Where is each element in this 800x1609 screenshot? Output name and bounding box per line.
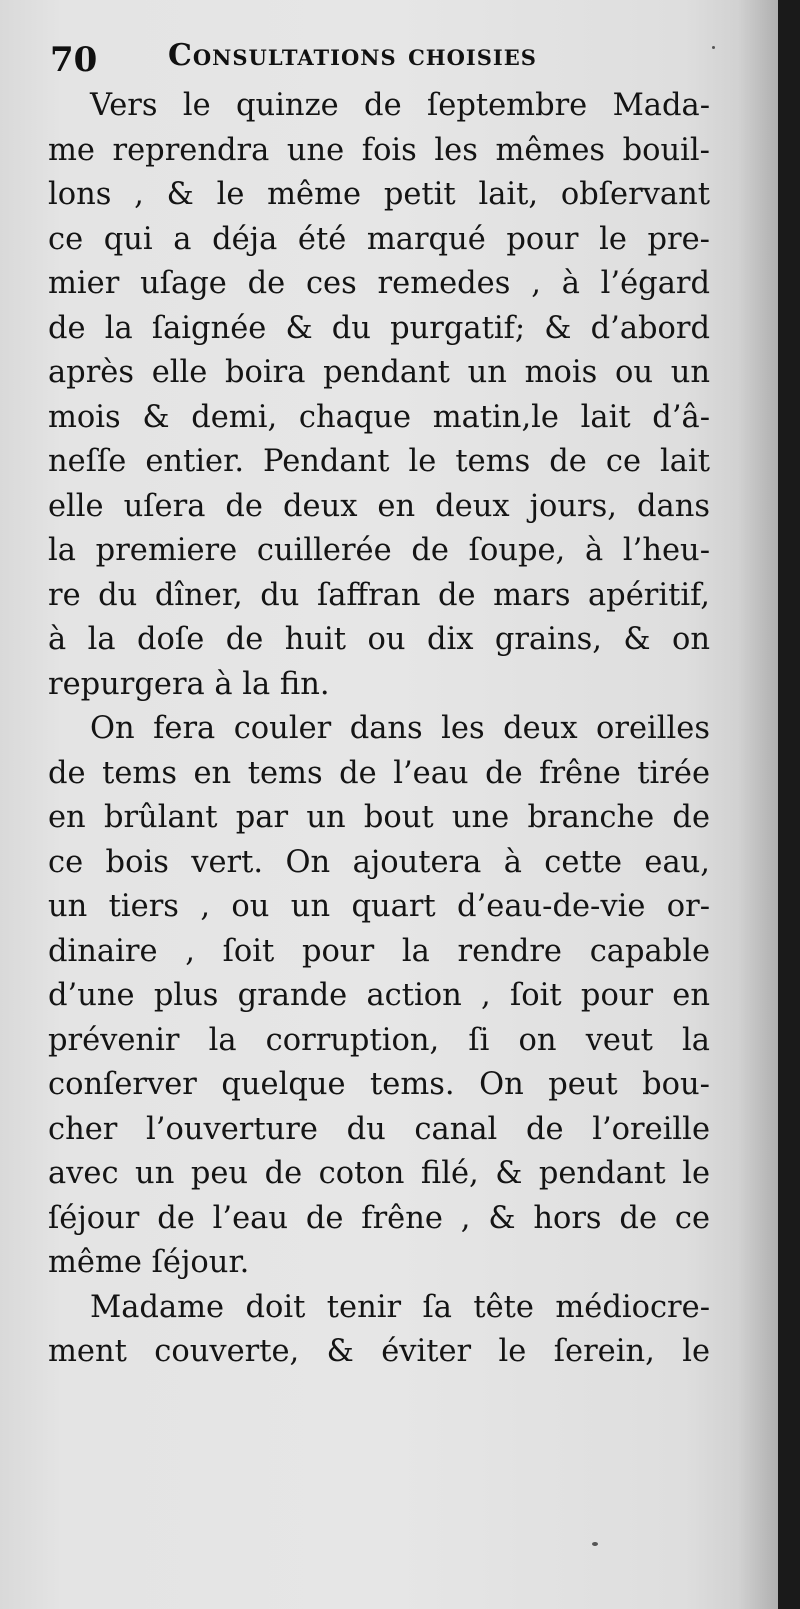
text-line: dinaire , ſoit pour la rendre capable	[48, 933, 710, 969]
text-line: mois & demi, chaque matin,le lait d’â-	[48, 399, 710, 435]
text-line: même ſéjour.	[48, 1245, 250, 1280]
text-line: la premiere cuillerée de ſoupe, à l’heu-	[48, 533, 710, 568]
text-line: lons , & le même petit lait, obſervant	[48, 177, 710, 212]
text-line: conſerver quelque tems. On peut bou-	[48, 1067, 710, 1102]
text-line: Vers le quinze de ſeptembre Mada-	[90, 88, 710, 123]
text-line: ſéjour de l’eau de frêne , & hors de ce	[48, 1200, 710, 1236]
text-line: re du dîner, du ſaffran de mars apéritif,	[48, 577, 710, 613]
text-line: ce qui a déja été marqué pour le pre-	[48, 221, 710, 257]
text-line: un tiers , ou un quart d’eau-de-vie or-	[48, 889, 710, 924]
text-line: avec un peu de coton filé, & pendant le	[48, 1156, 710, 1191]
page-header	[50, 36, 750, 86]
text-line: à la doſe de huit ou dix grains, & on	[48, 622, 710, 657]
body-text	[48, 84, 710, 1375]
text-line: d’une plus grande action , ſoit pour en	[48, 978, 710, 1013]
text-line: de la ſaignée & du purgatif; & d’abord	[48, 310, 710, 346]
text-line: ment couverte, & éviter le ſerein, le	[48, 1334, 710, 1369]
text-line: Madame doit tenir ſa tête médiocre-	[90, 1289, 710, 1325]
page-edge-shadow	[738, 0, 778, 1609]
text-line: ce bois vert. On ajoutera à cette eau,	[48, 844, 710, 880]
text-line: après elle boira pendant un mois ou un	[48, 355, 710, 390]
text-line: mier uſage de ces remedes , à l’égard	[48, 266, 710, 301]
text-line: me reprendra une fois les mêmes bouil-	[48, 132, 710, 168]
text-line: On fera couler dans les deux oreilles	[90, 711, 710, 746]
ink-speck	[592, 1542, 598, 1546]
page-number: 70	[50, 40, 98, 80]
text-line: neſſe entier. Pendant le tems de ce lait	[48, 444, 710, 479]
running-title: Consultations choisies	[168, 38, 537, 73]
text-line: cher l’ouverture du canal de l’oreille	[48, 1111, 710, 1147]
text-line: repurgera à la fin.	[48, 666, 330, 702]
ink-speck	[712, 46, 715, 49]
text-line: en brûlant par un bout une branche de	[48, 800, 710, 835]
text-line: prévenir la corruption, ſi on veut la	[48, 1022, 710, 1058]
text-line: elle uſera de deux en deux jours, dans	[48, 488, 710, 524]
text-line: de tems en tems de l’eau de frêne tirée	[48, 755, 710, 791]
